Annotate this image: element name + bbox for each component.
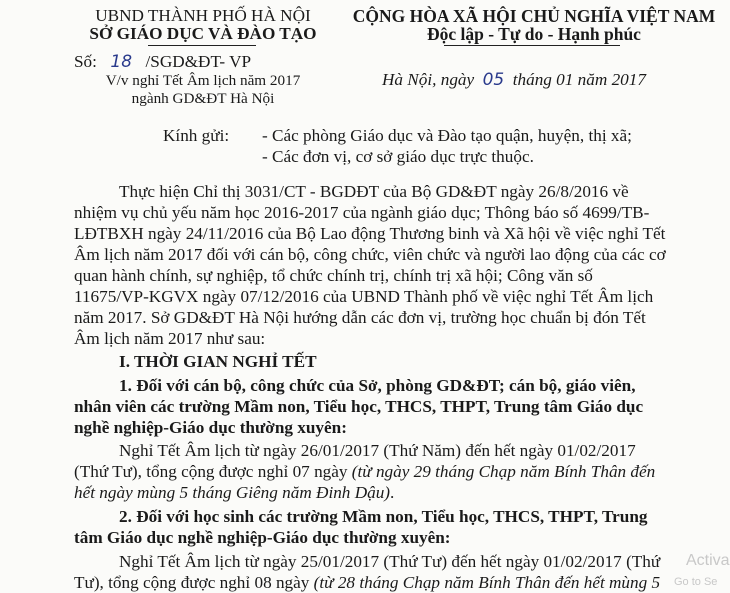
national-motto: Độc lập - Tự do - Hạnh phúc <box>427 24 641 44</box>
republic-title: CỘNG HÒA XÃ HỘI CHỦ NGHĨA VIỆT NAM <box>352 6 716 26</box>
number-handwritten: 18 <box>110 52 133 72</box>
item1-text-plain: (Thứ Tư), tổng cộng được nghỉ 07 ngày <box>74 462 352 481</box>
item2-text-line: Nghỉ Tết Âm lịch từ ngày 25/01/2017 (Thứ Tư) đến hết ngày 01/02/2017 (Thứ <box>119 552 661 571</box>
subject-line-1: V/v nghỉ Tết Âm lịch năm 2017 <box>105 72 301 89</box>
intro-line: 11675/VP-KGVX ngày 07/12/2016 của UBND Thành phố về việc nghỉ Tết Âm lịch <box>74 287 654 306</box>
item1-heading-line: nghề nghiệp-Giáo dục thường xuyên: <box>74 418 347 437</box>
item2-heading-line: 2. Đối với học sinh các trường Mầm non, Tiểu học, THCS, THPT, Trung <box>119 507 648 526</box>
item1-text-line: Nghỉ Tết Âm lịch từ ngày 26/01/2017 (Thứ Năm) đến hết ngày 01/02/2017 <box>119 441 636 460</box>
item1-text-italic: (từ ngày 29 tháng Chạp năm Bính Thân đến <box>351 462 656 481</box>
intro-line: Âm lịch năm 2017 như sau: <box>74 329 266 348</box>
recipients-label: Kính gửi: <box>163 126 230 145</box>
intro-line: Thực hiện Chỉ thị 3031/CT - BGDĐT của Bộ GD&ĐT ngày 26/8/2016 về <box>119 182 629 201</box>
date-prefix: Hà Nội, ngày <box>382 70 475 89</box>
item2-heading-line: tâm Giáo dục nghề nghiệp-Giáo dục thường xuyên: <box>74 528 451 547</box>
activation-watermark-line-1: Activa <box>686 552 730 569</box>
intro-line: năm 2017. Sở GD&ĐT Hà Nội hướng dẫn các đơn vị, trường học chuẩn bị đón Tết <box>74 308 646 327</box>
issue-date <box>382 70 646 90</box>
item1-heading-line: nhân viên các trường Mầm non, Tiểu học, THCS, THPT, Trung tâm Giáo dục <box>74 397 644 416</box>
intro-line: LĐTBXH ngày 24/11/2016 của Bộ Lao động Thương binh và Xã hội về việc nghỉ Tết <box>74 224 666 243</box>
item1-text-italic: hết ngày mùng 5 tháng Giêng năm Đinh Dậu) <box>74 483 391 502</box>
document-number <box>74 52 251 72</box>
issuing-authority: UBND THÀNH PHỐ HÀ NỘI <box>95 6 311 25</box>
number-prefix: Số: <box>74 52 97 71</box>
item1-text-end: . <box>390 483 395 502</box>
department-underline <box>148 45 256 46</box>
item1-text-line <box>74 462 655 482</box>
issuing-department: SỞ GIÁO DỤC VÀ ĐÀO TẠO <box>89 24 317 43</box>
item1-text-line <box>74 483 394 503</box>
subject-line-2: ngành GD&ĐT Hà Nội <box>131 90 275 107</box>
recipient-line-1: - Các phòng Giáo dục và Đào tạo quận, huyện, thị xã; <box>262 126 632 145</box>
recipient-line-2: - Các đơn vị, cơ sở giáo dục trực thuộc. <box>262 147 534 166</box>
motto-underline <box>444 45 620 46</box>
date-suffix: tháng 01 năm 2017 <box>512 70 646 89</box>
intro-line: quan hành chính, sự nghiệp, tổ chức chính trị, chính trị xã hội; Công văn số <box>74 266 593 285</box>
item2-text-plain: Tư), tổng cộng được nghỉ 08 ngày <box>74 573 314 592</box>
section-heading: I. THỜI GIAN NGHỈ TẾT <box>119 352 317 371</box>
number-suffix: /SGD&ĐT- VP <box>145 52 252 71</box>
date-handwritten: 05 <box>482 70 505 90</box>
intro-line: Âm lịch năm 2017 đối với cán bộ, công chức, viên chức và người lao động của các cơ <box>74 245 666 264</box>
activation-watermark-line-2: Go to Se <box>674 576 718 588</box>
item2-text-line <box>74 573 660 593</box>
intro-line: nhiệm vụ chủ yếu năm học 2016-2017 của ngành giáo dục; Thông báo số 4699/TB- <box>74 203 650 222</box>
item1-heading-line: 1. Đối với cán bộ, công chức của Sở, phòng GD&ĐT; cán bộ, giáo viên, <box>119 376 636 395</box>
item2-text-italic: (từ 28 tháng Chạp năm Bính Thân đến hết mùng 5 <box>313 573 661 592</box>
